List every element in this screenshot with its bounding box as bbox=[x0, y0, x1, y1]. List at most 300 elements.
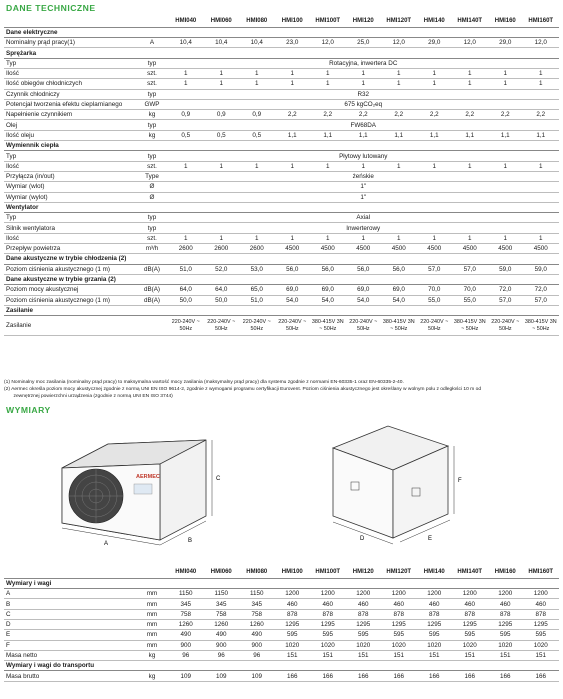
model-header: HMI120T bbox=[381, 17, 417, 27]
row-unit: typ bbox=[136, 213, 168, 223]
section-header-row bbox=[4, 661, 559, 671]
cell-value: 1 bbox=[452, 79, 488, 89]
model-header: HMI060 bbox=[204, 568, 240, 578]
cell-value: 0,9 bbox=[168, 110, 204, 120]
cell-value: 1200 bbox=[417, 589, 453, 599]
table-row bbox=[4, 640, 559, 650]
cell-value: 72,0 bbox=[488, 285, 524, 295]
section-header-row bbox=[4, 48, 559, 58]
cell-value: 4500 bbox=[417, 244, 453, 254]
table-row bbox=[4, 589, 559, 599]
cell-value: 151 bbox=[488, 650, 524, 660]
cell-value: 900 bbox=[204, 640, 240, 650]
cell-value: 151 bbox=[310, 650, 346, 660]
section-title: Dane akustyczne w trybie grzania (2) bbox=[4, 274, 559, 284]
model-header: HMI160 bbox=[488, 17, 524, 27]
row-unit: kg bbox=[136, 130, 168, 140]
cell-value: 1 bbox=[239, 79, 275, 89]
row-common-value: R32 bbox=[168, 89, 559, 99]
model-header: HMI140 bbox=[417, 17, 453, 27]
cell-value: 166 bbox=[381, 671, 417, 681]
cell-value: 29,0 bbox=[488, 38, 524, 48]
model-header-row bbox=[4, 568, 559, 578]
cell-value: 70,0 bbox=[452, 285, 488, 295]
row-unit: kg bbox=[136, 671, 168, 681]
cell-value: 12,0 bbox=[310, 38, 346, 48]
row-unit: mm bbox=[136, 589, 168, 599]
cell-value: 1150 bbox=[239, 589, 275, 599]
model-header: HMI160T bbox=[523, 17, 559, 27]
cell-value: 151 bbox=[275, 650, 311, 660]
cell-value: 595 bbox=[488, 630, 524, 640]
cell-value: 1 bbox=[310, 233, 346, 243]
cell-value: 490 bbox=[204, 630, 240, 640]
row-unit: mm bbox=[136, 599, 168, 609]
cell-value: 1295 bbox=[381, 619, 417, 629]
row-label: B bbox=[4, 599, 136, 609]
cell-value: 57,0 bbox=[417, 264, 453, 274]
cell-value: 0,5 bbox=[239, 130, 275, 140]
cell-value: 878 bbox=[417, 609, 453, 619]
cell-value: 4500 bbox=[346, 244, 382, 254]
cell-value: 2,2 bbox=[523, 110, 559, 120]
cell-value: 220-240V ~ 50Hz bbox=[417, 316, 453, 336]
cell-value: 1 bbox=[417, 79, 453, 89]
table-row bbox=[4, 671, 559, 681]
cell-value: 878 bbox=[523, 609, 559, 619]
cell-value: 151 bbox=[381, 650, 417, 660]
table-row bbox=[4, 213, 559, 223]
cell-value: 23,0 bbox=[275, 38, 311, 48]
row-unit: mm bbox=[136, 609, 168, 619]
technical-data-table bbox=[4, 17, 559, 336]
cell-value: 69,0 bbox=[346, 285, 382, 295]
row-unit: Ø bbox=[136, 192, 168, 202]
cell-value: 1200 bbox=[523, 589, 559, 599]
model-header: HMI080 bbox=[239, 568, 275, 578]
cell-value: 1 bbox=[452, 233, 488, 243]
table-row bbox=[4, 316, 559, 336]
row-unit: dB(A) bbox=[136, 264, 168, 274]
cell-value: 1295 bbox=[417, 619, 453, 629]
cell-value: 1020 bbox=[417, 640, 453, 650]
cell-value: 1 bbox=[310, 161, 346, 171]
table-row bbox=[4, 99, 559, 109]
table-row bbox=[4, 609, 559, 619]
cell-value: 56,0 bbox=[346, 264, 382, 274]
table-row bbox=[4, 182, 559, 192]
cell-value: 1 bbox=[239, 68, 275, 78]
model-header: HMI100T bbox=[310, 17, 346, 27]
row-label: Masa netto bbox=[4, 650, 136, 660]
table-row bbox=[4, 295, 559, 305]
cell-value: 96 bbox=[204, 650, 240, 660]
cell-value: 2,2 bbox=[346, 110, 382, 120]
cell-value: 2,2 bbox=[275, 110, 311, 120]
section-header-row bbox=[4, 202, 559, 212]
cell-value: 1 bbox=[417, 161, 453, 171]
cell-value: 1295 bbox=[275, 619, 311, 629]
footnote-2: (2) Aermec określa poziom mocy akustycznej zgodnie z normą UNI EN ISO 9614-2, zgodnie z wymogami programu certyfikacji Eurovent. Poziom ciśnienia akustycznego jest określany w wolnym polu z odległości 10 m od bbox=[4, 387, 482, 392]
cell-value: 4500 bbox=[310, 244, 346, 254]
row-unit: kg bbox=[136, 110, 168, 120]
table-row bbox=[4, 110, 559, 120]
table-row bbox=[4, 285, 559, 295]
section-title: Dane akustyczne w trybie chłodzenia (2) bbox=[4, 254, 559, 264]
cell-value: 1 bbox=[275, 233, 311, 243]
cell-value: 151 bbox=[346, 650, 382, 660]
table-row bbox=[4, 79, 559, 89]
cell-value: 460 bbox=[452, 599, 488, 609]
cell-value: 1 bbox=[310, 68, 346, 78]
cell-value: 878 bbox=[310, 609, 346, 619]
cell-value: 1020 bbox=[488, 640, 524, 650]
table-row bbox=[4, 130, 559, 140]
cell-value: 57,0 bbox=[523, 295, 559, 305]
row-label: F bbox=[4, 640, 136, 650]
cell-value: 1 bbox=[275, 161, 311, 171]
cell-value: 2,2 bbox=[488, 110, 524, 120]
row-label: Nominalny prąd pracy(1) bbox=[4, 38, 136, 48]
cell-value: 1 bbox=[488, 79, 524, 89]
cell-value: 1020 bbox=[381, 640, 417, 650]
row-common-value: Rotacyjna, inwertera DC bbox=[168, 58, 559, 68]
section-title: Wentylator bbox=[4, 202, 559, 212]
cell-value: 1295 bbox=[523, 619, 559, 629]
cell-value: 4500 bbox=[381, 244, 417, 254]
section-title-dimensions: WYMIARY bbox=[6, 405, 51, 415]
row-unit: Type bbox=[136, 171, 168, 181]
row-unit: GWP bbox=[136, 99, 168, 109]
cell-value: 151 bbox=[523, 650, 559, 660]
cell-value: 54,0 bbox=[310, 295, 346, 305]
row-label: Ilość oleju bbox=[4, 130, 136, 140]
dim-label-e: E bbox=[428, 536, 433, 542]
cell-value: 57,0 bbox=[452, 264, 488, 274]
section-title: Wymiennik ciepła bbox=[4, 141, 559, 151]
row-label: Masa brutto bbox=[4, 671, 136, 681]
cell-value: 1295 bbox=[346, 619, 382, 629]
cell-value: 2600 bbox=[168, 244, 204, 254]
cell-value: 10,4 bbox=[168, 38, 204, 48]
cell-value: 151 bbox=[452, 650, 488, 660]
table-row bbox=[4, 223, 559, 233]
cell-value: 51,0 bbox=[239, 295, 275, 305]
cell-value: 59,0 bbox=[488, 264, 524, 274]
table-row bbox=[4, 151, 559, 161]
cell-value: 460 bbox=[346, 599, 382, 609]
row-label: Olej bbox=[4, 120, 136, 130]
footnote-1: (1) Nominalny moc zasilania (nominalny prąd pracy) to maksymalna wartość mocy zasilania (maksymalny prąd pracy) dla systemu zgodnie z normami EN-60335-1 oraz EN-60335-2-40. bbox=[4, 380, 404, 385]
cell-value: 69,0 bbox=[310, 285, 346, 295]
cell-value: 1 bbox=[168, 233, 204, 243]
cell-value: 1,1 bbox=[452, 130, 488, 140]
cell-value: 1200 bbox=[488, 589, 524, 599]
cell-value: 4500 bbox=[275, 244, 311, 254]
cell-value: 460 bbox=[275, 599, 311, 609]
row-label: Typ bbox=[4, 213, 136, 223]
row-unit: mm bbox=[136, 630, 168, 640]
cell-value: 1 bbox=[452, 68, 488, 78]
cell-value: 151 bbox=[417, 650, 453, 660]
row-label: Przepływ powietrza bbox=[4, 244, 136, 254]
cell-value: 54,0 bbox=[275, 295, 311, 305]
cell-value: 1 bbox=[523, 68, 559, 78]
cell-value: 1 bbox=[417, 68, 453, 78]
cell-value: 345 bbox=[204, 599, 240, 609]
model-header: HMI100T bbox=[310, 568, 346, 578]
cell-value: 1 bbox=[204, 233, 240, 243]
cell-value: 878 bbox=[275, 609, 311, 619]
cell-value: 220-240V ~ 50Hz bbox=[204, 316, 240, 336]
cell-value: 55,0 bbox=[452, 295, 488, 305]
cell-value: 345 bbox=[239, 599, 275, 609]
cell-value: 460 bbox=[381, 599, 417, 609]
cell-value: 220-240V ~ 50Hz bbox=[168, 316, 204, 336]
row-unit: typ bbox=[136, 89, 168, 99]
cell-value: 758 bbox=[168, 609, 204, 619]
row-unit: Ø bbox=[136, 182, 168, 192]
section-header-row bbox=[4, 305, 559, 315]
cell-value: 1 bbox=[346, 233, 382, 243]
cell-value: 1,1 bbox=[346, 130, 382, 140]
cell-value: 1,1 bbox=[488, 130, 524, 140]
model-header: HMI140T bbox=[452, 568, 488, 578]
cell-value: 69,0 bbox=[381, 285, 417, 295]
table-row bbox=[4, 171, 559, 181]
cell-value: 1 bbox=[239, 233, 275, 243]
footnote-2-cont: zewnętrznej powierzchni urządzenia (zgodnie z normą UNI EN ISO 3744) bbox=[4, 394, 173, 399]
cell-value: 1 bbox=[204, 79, 240, 89]
cell-value: 2600 bbox=[204, 244, 240, 254]
section-title: Sprężarka bbox=[4, 48, 559, 58]
table-row bbox=[4, 120, 559, 130]
cell-value: 56,0 bbox=[381, 264, 417, 274]
table-row bbox=[4, 650, 559, 660]
cell-value: 96 bbox=[168, 650, 204, 660]
dimensions-table bbox=[4, 568, 559, 682]
model-header: HMI060 bbox=[204, 17, 240, 27]
cell-value: 166 bbox=[523, 671, 559, 681]
row-label: Poziom mocy akustycznej bbox=[4, 285, 136, 295]
dim-label-b: B bbox=[188, 538, 193, 544]
row-label: Typ bbox=[4, 58, 136, 68]
cell-value: 53,0 bbox=[239, 264, 275, 274]
cell-value: 900 bbox=[239, 640, 275, 650]
cell-value: 1 bbox=[168, 79, 204, 89]
section-header-row bbox=[4, 578, 559, 588]
row-unit: typ bbox=[136, 58, 168, 68]
row-common-value: Płytowy lutowany bbox=[168, 151, 559, 161]
cell-value: 595 bbox=[346, 630, 382, 640]
cell-value: 166 bbox=[346, 671, 382, 681]
cell-value: 1260 bbox=[239, 619, 275, 629]
cell-value: 1 bbox=[523, 79, 559, 89]
cell-value: 55,0 bbox=[417, 295, 453, 305]
cell-value: 878 bbox=[452, 609, 488, 619]
cell-value: 1,1 bbox=[275, 130, 311, 140]
cell-value: 1,1 bbox=[310, 130, 346, 140]
cell-value: 1 bbox=[523, 233, 559, 243]
cell-value: 220-240V ~ 50Hz bbox=[488, 316, 524, 336]
row-label: D bbox=[4, 619, 136, 629]
section-title-technical: DANE TECHNICZNE bbox=[6, 3, 96, 13]
cell-value: 25,0 bbox=[346, 38, 382, 48]
cell-value: 52,0 bbox=[204, 264, 240, 274]
cell-value: 65,0 bbox=[239, 285, 275, 295]
cell-value: 4500 bbox=[452, 244, 488, 254]
cell-value: 59,0 bbox=[523, 264, 559, 274]
row-unit: mm bbox=[136, 619, 168, 629]
cell-value: 166 bbox=[488, 671, 524, 681]
row-unit: kg bbox=[136, 650, 168, 660]
cell-value: 1 bbox=[381, 161, 417, 171]
table-row bbox=[4, 233, 559, 243]
cell-value: 758 bbox=[204, 609, 240, 619]
row-label: Poziom ciśnienia akustycznego (1 m) bbox=[4, 295, 136, 305]
row-label: Napełnienie czynnikiem bbox=[4, 110, 136, 120]
row-common-value: 675 kgCO₂eq bbox=[168, 99, 559, 109]
cell-value: 2,2 bbox=[452, 110, 488, 120]
cell-value: 166 bbox=[452, 671, 488, 681]
dim-label-a: A bbox=[104, 541, 109, 547]
table-row bbox=[4, 58, 559, 68]
cell-value: 1 bbox=[275, 68, 311, 78]
row-unit bbox=[136, 316, 168, 336]
row-common-value: 1" bbox=[168, 182, 559, 192]
cell-value: 345 bbox=[168, 599, 204, 609]
cell-value: 1 bbox=[381, 68, 417, 78]
cell-value: 51,0 bbox=[168, 264, 204, 274]
row-unit: typ bbox=[136, 120, 168, 130]
section-title: Wymiary i wagi bbox=[4, 578, 559, 588]
cell-value: 0,9 bbox=[204, 110, 240, 120]
model-header: HMI100 bbox=[275, 17, 311, 27]
cell-value: 380-415V 3N ~ 50Hz bbox=[523, 316, 559, 336]
table-row bbox=[4, 161, 559, 171]
table-row bbox=[4, 599, 559, 609]
cell-value: 1 bbox=[346, 161, 382, 171]
cell-value: 595 bbox=[452, 630, 488, 640]
cell-value: 69,0 bbox=[275, 285, 311, 295]
cell-value: 1 bbox=[204, 161, 240, 171]
table-row bbox=[4, 264, 559, 274]
cell-value: 1200 bbox=[275, 589, 311, 599]
brand-logo: AERMEC bbox=[136, 474, 160, 480]
cell-value: 380-415V 3N ~ 50Hz bbox=[452, 316, 488, 336]
cell-value: 2,2 bbox=[417, 110, 453, 120]
cell-value: 1 bbox=[346, 68, 382, 78]
section-title: Wymiary i wagi do transportu bbox=[4, 661, 559, 671]
cell-value: 1 bbox=[452, 161, 488, 171]
cell-value: 220-240V ~ 50Hz bbox=[346, 316, 382, 336]
cell-value: 1 bbox=[239, 161, 275, 171]
cell-value: 1 bbox=[381, 79, 417, 89]
table-row bbox=[4, 89, 559, 99]
cell-value: 1200 bbox=[310, 589, 346, 599]
cell-value: 166 bbox=[310, 671, 346, 681]
cell-value: 878 bbox=[381, 609, 417, 619]
row-unit: szt. bbox=[136, 161, 168, 171]
section-header-row bbox=[4, 141, 559, 151]
row-label: Poziom ciśnienia akustycznego (1 m) bbox=[4, 264, 136, 274]
table-row bbox=[4, 630, 559, 640]
cell-value: 54,0 bbox=[346, 295, 382, 305]
row-common-value: FW68DA bbox=[168, 120, 559, 130]
cell-value: 1020 bbox=[310, 640, 346, 650]
row-unit: szt. bbox=[136, 79, 168, 89]
cell-value: 1,1 bbox=[381, 130, 417, 140]
row-common-value: żeńskie bbox=[168, 171, 559, 181]
dim-label-f: F bbox=[458, 478, 462, 484]
cell-value: 1 bbox=[204, 68, 240, 78]
cell-value: 1 bbox=[168, 68, 204, 78]
cell-value: 878 bbox=[346, 609, 382, 619]
row-unit: mm bbox=[136, 640, 168, 650]
cell-value: 490 bbox=[239, 630, 275, 640]
cell-value: 460 bbox=[523, 599, 559, 609]
row-unit: typ bbox=[136, 223, 168, 233]
cell-value: 0,9 bbox=[239, 110, 275, 120]
cell-value: 4500 bbox=[488, 244, 524, 254]
table-row bbox=[4, 244, 559, 254]
dim-label-d: D bbox=[360, 536, 365, 542]
cell-value: 166 bbox=[417, 671, 453, 681]
model-header: HMI140 bbox=[417, 568, 453, 578]
cell-value: 1 bbox=[310, 79, 346, 89]
cell-value: 96 bbox=[239, 650, 275, 660]
model-header: HMI120 bbox=[346, 568, 382, 578]
row-unit: typ bbox=[136, 151, 168, 161]
row-label: C bbox=[4, 609, 136, 619]
cell-value: 380-415V 3N ~ 50Hz bbox=[381, 316, 417, 336]
cell-value: 1020 bbox=[523, 640, 559, 650]
model-header: HMI140T bbox=[452, 17, 488, 27]
row-unit: szt. bbox=[136, 233, 168, 243]
row-common-value: Inwerterowy bbox=[168, 223, 559, 233]
row-unit: A bbox=[136, 38, 168, 48]
cell-value: 109 bbox=[239, 671, 275, 681]
unit-dimension-drawing bbox=[48, 418, 228, 553]
cell-value: 1150 bbox=[204, 589, 240, 599]
cell-value: 490 bbox=[168, 630, 204, 640]
cell-value: 460 bbox=[488, 599, 524, 609]
cell-value: 10,4 bbox=[204, 38, 240, 48]
cell-value: 64,0 bbox=[168, 285, 204, 295]
cell-value: 900 bbox=[168, 640, 204, 650]
cell-value: 1 bbox=[488, 233, 524, 243]
section-title: Zasilanie bbox=[4, 305, 559, 315]
row-label: Wymiar (wylot) bbox=[4, 192, 136, 202]
model-header-row bbox=[4, 17, 559, 27]
cell-value: 380-415V 3N ~ 50Hz bbox=[310, 316, 346, 336]
cell-value: 12,0 bbox=[381, 38, 417, 48]
cell-value: 56,0 bbox=[310, 264, 346, 274]
cell-value: 70,0 bbox=[417, 285, 453, 295]
package-dimension-drawing bbox=[318, 418, 478, 546]
row-label: Ilość bbox=[4, 161, 136, 171]
cell-value: 1200 bbox=[346, 589, 382, 599]
model-header: HMI080 bbox=[239, 17, 275, 27]
cell-value: 1 bbox=[523, 161, 559, 171]
cell-value: 1 bbox=[417, 233, 453, 243]
cell-value: 0,5 bbox=[168, 130, 204, 140]
row-label: Wymiar (wlot) bbox=[4, 182, 136, 192]
cell-value: 595 bbox=[275, 630, 311, 640]
row-label: Ilość bbox=[4, 233, 136, 243]
cell-value: 1 bbox=[275, 79, 311, 89]
model-header: HMI120T bbox=[381, 568, 417, 578]
